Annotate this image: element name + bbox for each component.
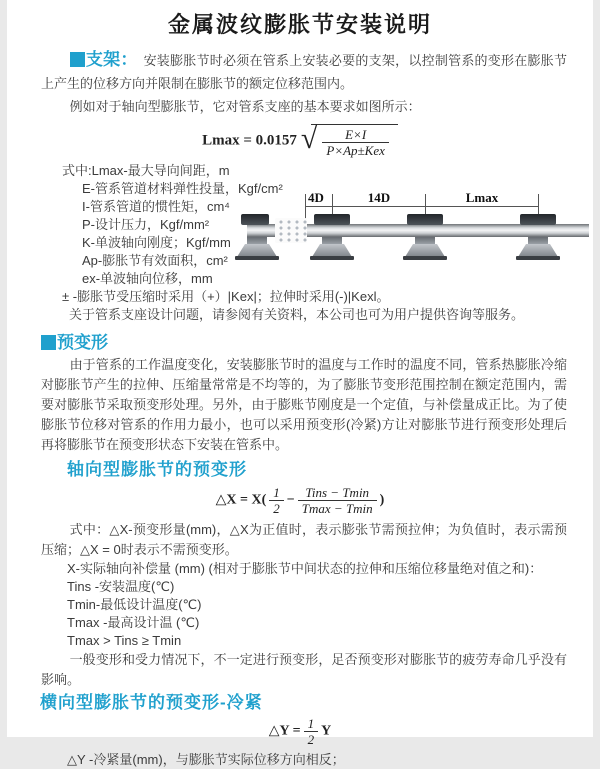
page-title: 金属波纹膨胀节安装说明: [167, 12, 432, 37]
fraction-denominator: Tmax − Tmin: [298, 500, 377, 516]
axial-explain-paragraph: 式中：△X-预变形量(mm)，△X为正值时，表示膨张节需预拉伸；为负值时，表示需预压缩；△X = 0时表示不需预变形。: [41, 521, 567, 557]
formula-delta-y-pre: △Y =: [268, 723, 301, 739]
definition-item: P-设计压力，Kgf/mm²: [82, 217, 210, 232]
formula-delta-y: [7, 716, 593, 747]
formula-delta-y-post: Y: [321, 723, 332, 739]
formula-lmax-lhs: Lmax = 0.0157: [202, 132, 297, 149]
support-intro-text: 安装膨胀节时必须在管系上安装必要的支架，以控制管系的变形在膨胀节上产生的位移方向并限制在膨胀节的额定位移范围内。: [41, 53, 567, 91]
fraction-numerator: 1: [307, 715, 315, 731]
axial-definition-line: Tins -安装温度(℃): [67, 578, 175, 594]
support-clamp: [314, 214, 350, 225]
fraction: [322, 127, 389, 158]
transverse-subsection-heading: 横向型膨胀节的预变形-冷紧: [40, 692, 263, 712]
document-page: [7, 0, 593, 767]
dimension-label-4d: 4D: [308, 190, 324, 205]
preform-section-heading: 预变形: [57, 333, 108, 352]
fraction-denominator: P×Ap±Kex: [322, 142, 389, 158]
pipe-anchor-support: [235, 214, 279, 262]
definition-item: Ap-膨胀节有效面积，cm²: [82, 253, 228, 268]
fraction-one-half: [269, 485, 284, 516]
section-bullet-icon: [41, 335, 56, 350]
support-base: [310, 256, 354, 260]
preform-body-paragraph: 由于管系的工作温度变化，安装膨胀节时的温度与工作时的温度不同，管系热膨胀冷缩对膨胀节产生的拉伸、压缩量常常是不均等的，为了膨胀节变形范围控制在额定范围内，需要对膨胀节采取预变形处理。另外，由于膨账节刚度是一个定值，与补偿量成正比。为了使膨胀节位移对管系的作用力最小，也可以采用预变形(冷紧)方让对膨胀节进行预变形处理后再将膨胀节在预变形状态下安装在管系中。: [41, 357, 567, 452]
axial-definition-line: Tmax > Tins ≥ Tmin: [67, 632, 182, 648]
definition-plus-minus-note: ± -膨胀节受压缩时采用（+）|Kex|；拉伸时采用(-)|Kexl。: [62, 289, 390, 304]
formula-delta-x-pre: △X = X(: [215, 492, 267, 508]
fraction-one-half: [304, 716, 319, 747]
fraction-numerator: 1: [273, 485, 280, 501]
support-base: [516, 256, 560, 260]
axial-subsection-heading: 轴向型膨胀节的预变形: [67, 460, 247, 479]
fraction-temperature-ratio: [298, 485, 377, 516]
support-neck: [322, 237, 342, 244]
axial-note-paragraph: 一般变形和受力情况下，不一定进行预变形，足否预变形对膨胀节的疲劳寿命几乎没有影响。: [41, 651, 567, 687]
dimension-line: [305, 206, 538, 207]
formula-delta-x: [7, 483, 593, 518]
pipe-support-diagram: [245, 190, 591, 285]
definition-lead: 式中:Lmax-最大导向间距，m: [62, 163, 230, 178]
support-clamp: [407, 214, 443, 225]
sqrt-symbol-icon: √: [300, 122, 318, 155]
formula-lmax: [7, 124, 593, 158]
axial-definition-line: X-实际轴向补偿量 (mm) (相对于膨胀节中间状态的拉伸和压缩位移量绝对值之和)：: [67, 560, 543, 576]
support-clamp: [520, 214, 556, 225]
dimension-label-lmax: Lmax: [465, 190, 499, 205]
definition-item: E-管系管道材料弹性投量，Kgf/cm²: [82, 181, 283, 196]
definition-item: K-单波轴向刚度；Kgf/mm: [82, 235, 231, 250]
pipe-guide-support: [310, 214, 354, 262]
dimension-label-14d: 14D: [367, 190, 391, 205]
pipe-guide-support: [516, 214, 560, 262]
fraction-numerator: E×I: [345, 127, 367, 142]
support-section-heading: 支架：: [85, 50, 138, 69]
support-intro-paragraph: [41, 48, 567, 95]
transverse-note: △Y -冷紧量(mm)，与膨胀节实际位移方向相反；: [67, 751, 345, 767]
support-neck: [247, 237, 267, 244]
definition-item: I-管系管道的惯性矩，cm⁴: [82, 199, 230, 214]
section-bullet-icon: [70, 52, 85, 67]
support-base: [403, 256, 447, 260]
support-clamp: [241, 214, 269, 225]
preform-section-heading-row: [41, 332, 593, 355]
support-base: [235, 256, 279, 260]
axial-definition-line: Tmin-最低设计温度(℃): [67, 596, 202, 612]
fraction-denominator: 2: [304, 731, 319, 747]
support-neck: [528, 237, 548, 244]
definition-item: ex-单波轴向位移，mm: [82, 271, 213, 286]
support-example-line: 例如对于轴向型膨胀节，它对管系支座的基本要求如图所示：: [69, 99, 421, 114]
fraction-denominator: 2: [269, 500, 284, 516]
bellows-expansion-joint: [275, 218, 307, 243]
formula-lmax-radicand: [311, 124, 398, 158]
consulting-note: 关于管系支座设计问题，请参阅有关资料，本公司也可为用户提供咨询等服务。: [69, 307, 525, 322]
axial-definition-lines: [67, 560, 593, 650]
formula-delta-x-post: ): [379, 492, 385, 508]
support-neck: [415, 237, 435, 244]
minus-operator: −: [286, 492, 295, 508]
axial-definition-line: Tmax -最高设计温 (℃): [67, 614, 200, 630]
pipe-guide-support: [403, 214, 447, 262]
fraction-numerator: Tins − Tmin: [305, 485, 370, 501]
